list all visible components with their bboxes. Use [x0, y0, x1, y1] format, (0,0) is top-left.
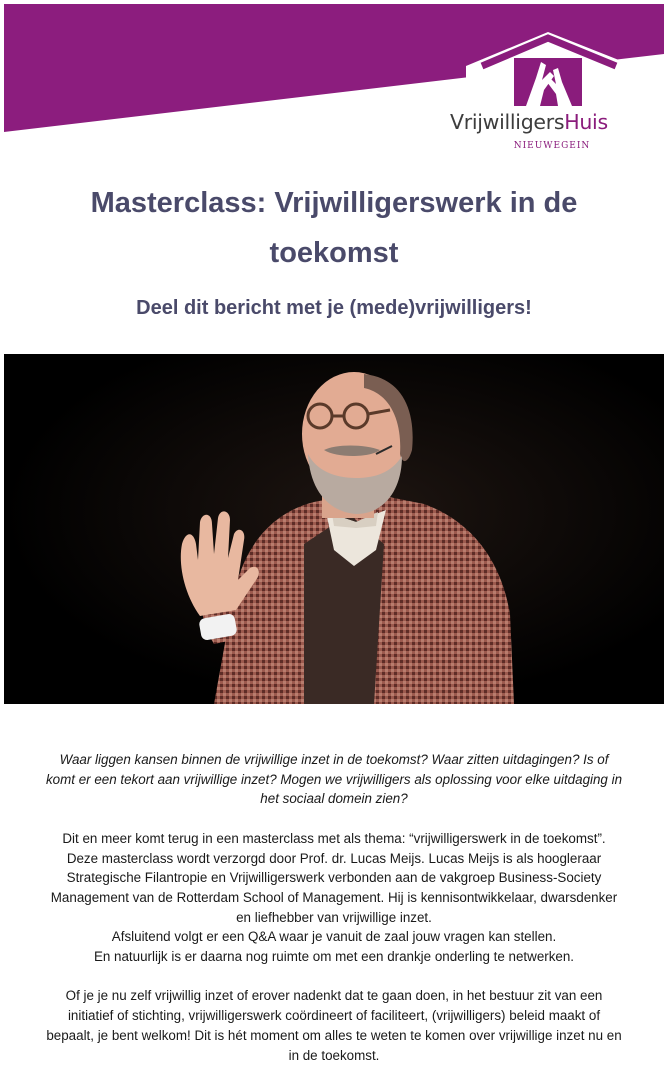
theme-line: Dit en meer komt terug in een masterclass met als thema: “vrijwilligerswerk in de toekomst”.: [62, 830, 606, 846]
network-line: En natuurlijk is er daarna nog ruimte om met een drankje onderling te netwerken.: [93, 949, 575, 965]
logo-location: NIEUWEGEIN: [513, 141, 591, 151]
share-subtitle: Deel dit bericht met je (mede)vrijwilligers!: [136, 297, 532, 319]
welcome-paragraph: Of je je nu zelf vrijwillig inzet of erover nadenkt dat te gaan doen, in het bestuur zit van een initiatief of stichting, vrijwilligerswerk coördineert of faciliteert, (vrijwilligers) beleid maakt of bepaalt, je bent welkom! Dit is hét moment om alles te weten te komen over vrijwillige inzet nu en in de toekomst.: [46, 988, 622, 1063]
qa-line: Afsluitend volgt er een Q&A waar je vanuit de zaal jouw vragen kan stellen.: [111, 929, 557, 945]
intro-paragraph: Waar liggen kansen binnen de vrijwillige inzet in de toekomst? Waar zitten uitdagingen? Is of komt er een tekort aan vrijwillige inzet? Mogen we vrijwilligers als oplossing voor elke uitdaging in het sociaal domein zien?: [45, 752, 623, 807]
speaker-paragraph: Deze masterclass wordt verzorgd door Prof. dr. Lucas Meijs. Lucas Meijs is als hoogleraar Strategische Filantropie en Vrijwilligerswerk verbonden aan de vakgroep Business-Society Management van de Rotterdam School of Management. Hij is kennisontwikkelaar, dwarsdenker en liefhebber van vrijwillige inzet.: [50, 850, 618, 925]
header-banner: [4, 4, 664, 164]
vrijwilligershuis-logo[interactable]: [444, 32, 660, 160]
hero-image: [4, 354, 664, 704]
email-content: [4, 4, 664, 1082]
logo-word-1: Vrijwilligers: [450, 110, 565, 134]
speaker-photo: [4, 354, 664, 704]
house-hands-icon: [444, 32, 660, 112]
page-title: Masterclass: Vrijwilligerswerk in de toekomst: [90, 187, 578, 269]
logo-word-2: Huis: [564, 110, 608, 134]
article-body: [44, 750, 624, 1065]
logo-wordmark: [450, 110, 660, 134]
